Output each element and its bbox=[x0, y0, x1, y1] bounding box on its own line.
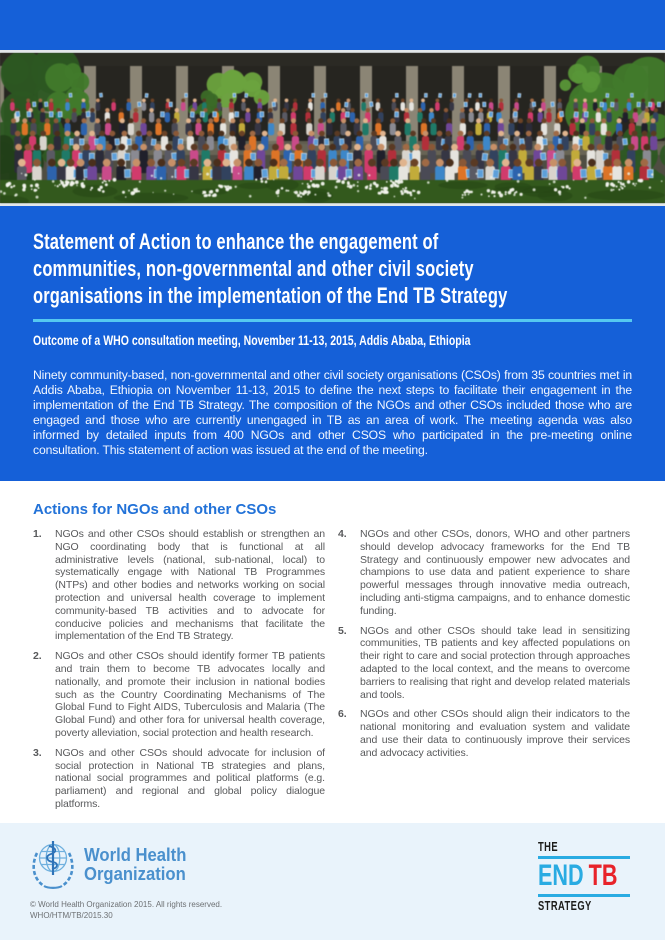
action-item bbox=[338, 708, 630, 759]
action-item-text: NGOs and other CSOs should establish or strengthen an NGO coordinating body that is functional at all administrative levels (national, sub-national, local) to systematically engage with National TB Programmes (NTPs) and other bodies and networks working on social protection and universal health coverage to implement community-based TB activities and to advocate for conducive policies and mechanisms that facilitate the implementation of the End TB Strategy. bbox=[55, 528, 325, 643]
action-item-text: NGOs and other CSOs should advocate for inclusion of social protection in National TB strategies and plans, national social programmes and political platforms (e.g. parliament) and regional and global policy dialogue platforms. bbox=[55, 746, 325, 810]
who-name-line: World Health bbox=[84, 844, 187, 865]
group-photo-illustration bbox=[0, 53, 665, 203]
action-item-text: NGOs and other CSOs should align their indicators to the national monitoring and evaluation system and validate and use their data to continuously improve their services and advocacy activities. bbox=[360, 708, 630, 759]
action-item-number: 2. bbox=[33, 650, 42, 663]
actions-columns bbox=[33, 528, 635, 811]
copyright-block bbox=[30, 900, 222, 921]
action-item-number: 4. bbox=[338, 528, 347, 540]
endtb-tb: TB bbox=[588, 859, 618, 892]
title-banner bbox=[0, 206, 665, 481]
endtb-main bbox=[538, 859, 618, 892]
action-item-number: 3. bbox=[33, 746, 42, 759]
actions-section bbox=[0, 481, 665, 823]
group-photo bbox=[0, 50, 665, 206]
action-item bbox=[33, 528, 325, 643]
title-line: communities, non-governmental and other civil society bbox=[33, 256, 474, 281]
action-item-text: NGOs and other CSOs should identify former TB patients and train them to become TB advocates locally and nationally, and promote their inclusion in national bodies such as the Country Coordinating Mechanisms of The Global Fund to Fight AIDS, Tuberculosis and Malaria (The Global Fund) and other fora for universal health coverage, poverty alleviation, social protection and health research. bbox=[55, 650, 325, 739]
action-item-text: NGOs and other CSOs should take lead in sensitizing communities, TB patients and key affected populations on their right to care and social protection through approaches adapted to the local context, and the means to overcome barriers to realising that right and develop related materials and tools. bbox=[360, 624, 630, 701]
actions-column-right bbox=[338, 528, 630, 811]
copyright-line: © World Health Organization 2015. All rights reserved. bbox=[30, 900, 223, 909]
doc-number: WHO/HTM/TB/2015.30 bbox=[30, 910, 113, 920]
top-blue-band bbox=[0, 0, 665, 50]
footer bbox=[0, 823, 665, 940]
who-logotype bbox=[84, 845, 186, 883]
title-divider bbox=[33, 319, 632, 322]
intro-paragraph: Ninety community-based, non-governmental and other civil society organisations (CSOs) from 35 countries met in Addis Ababa, Ethiopia on November 11-13, 2015 to define the next steps to facilitate their engagement in the implementation of the End TB Strategy. The composition of the NGOs and other CSOs included those who are engaged and those who are currently unengaged in TB as an area of work. The meeting agenda was also informed by detailed inputs from 400 NGOs and other CSOS who participated in the pre-meeting online consultation. This statement of action was issued at the end of the meeting. bbox=[33, 368, 632, 458]
page-title bbox=[33, 228, 633, 309]
action-item bbox=[338, 625, 630, 702]
meeting-subtitle: Outcome of a WHO consultation meeting, November 11-13, 2015, Addis Ababa, Ethiopia bbox=[33, 333, 471, 348]
endtb-strategy: STRATEGY bbox=[538, 898, 592, 913]
who-block bbox=[30, 837, 222, 940]
actions-column-left bbox=[33, 528, 325, 811]
title-line: organisations in the implementation of the End TB Strategy bbox=[33, 283, 508, 308]
actions-heading: Actions for NGOs and other CSOs bbox=[33, 501, 277, 518]
action-item bbox=[33, 747, 325, 811]
action-item-number: 6. bbox=[338, 708, 347, 721]
action-item bbox=[338, 528, 630, 618]
who-emblem-icon bbox=[30, 837, 76, 891]
action-item-text: NGOs and other CSOs, donors, WHO and other partners should develop advocacy frameworks for the End TB Strategy and continuously empower new advocates and champions to use data and patient experience to share powerful messages through innovative media outreach, including anti-stigma campaigns, and to enhance domestic funding. bbox=[360, 528, 630, 617]
action-item bbox=[33, 650, 325, 740]
endtb-rule-bottom bbox=[538, 894, 630, 897]
endtb-end: END bbox=[538, 859, 584, 892]
who-name-line: Organization bbox=[84, 863, 186, 884]
title-line: Statement of Action to enhance the engagement of bbox=[33, 229, 439, 254]
action-item-number: 5. bbox=[338, 624, 347, 637]
action-item-number: 1. bbox=[33, 528, 42, 540]
who-logo bbox=[30, 837, 222, 891]
endtb-logo bbox=[538, 840, 630, 940]
endtb-the: THE bbox=[538, 839, 559, 854]
